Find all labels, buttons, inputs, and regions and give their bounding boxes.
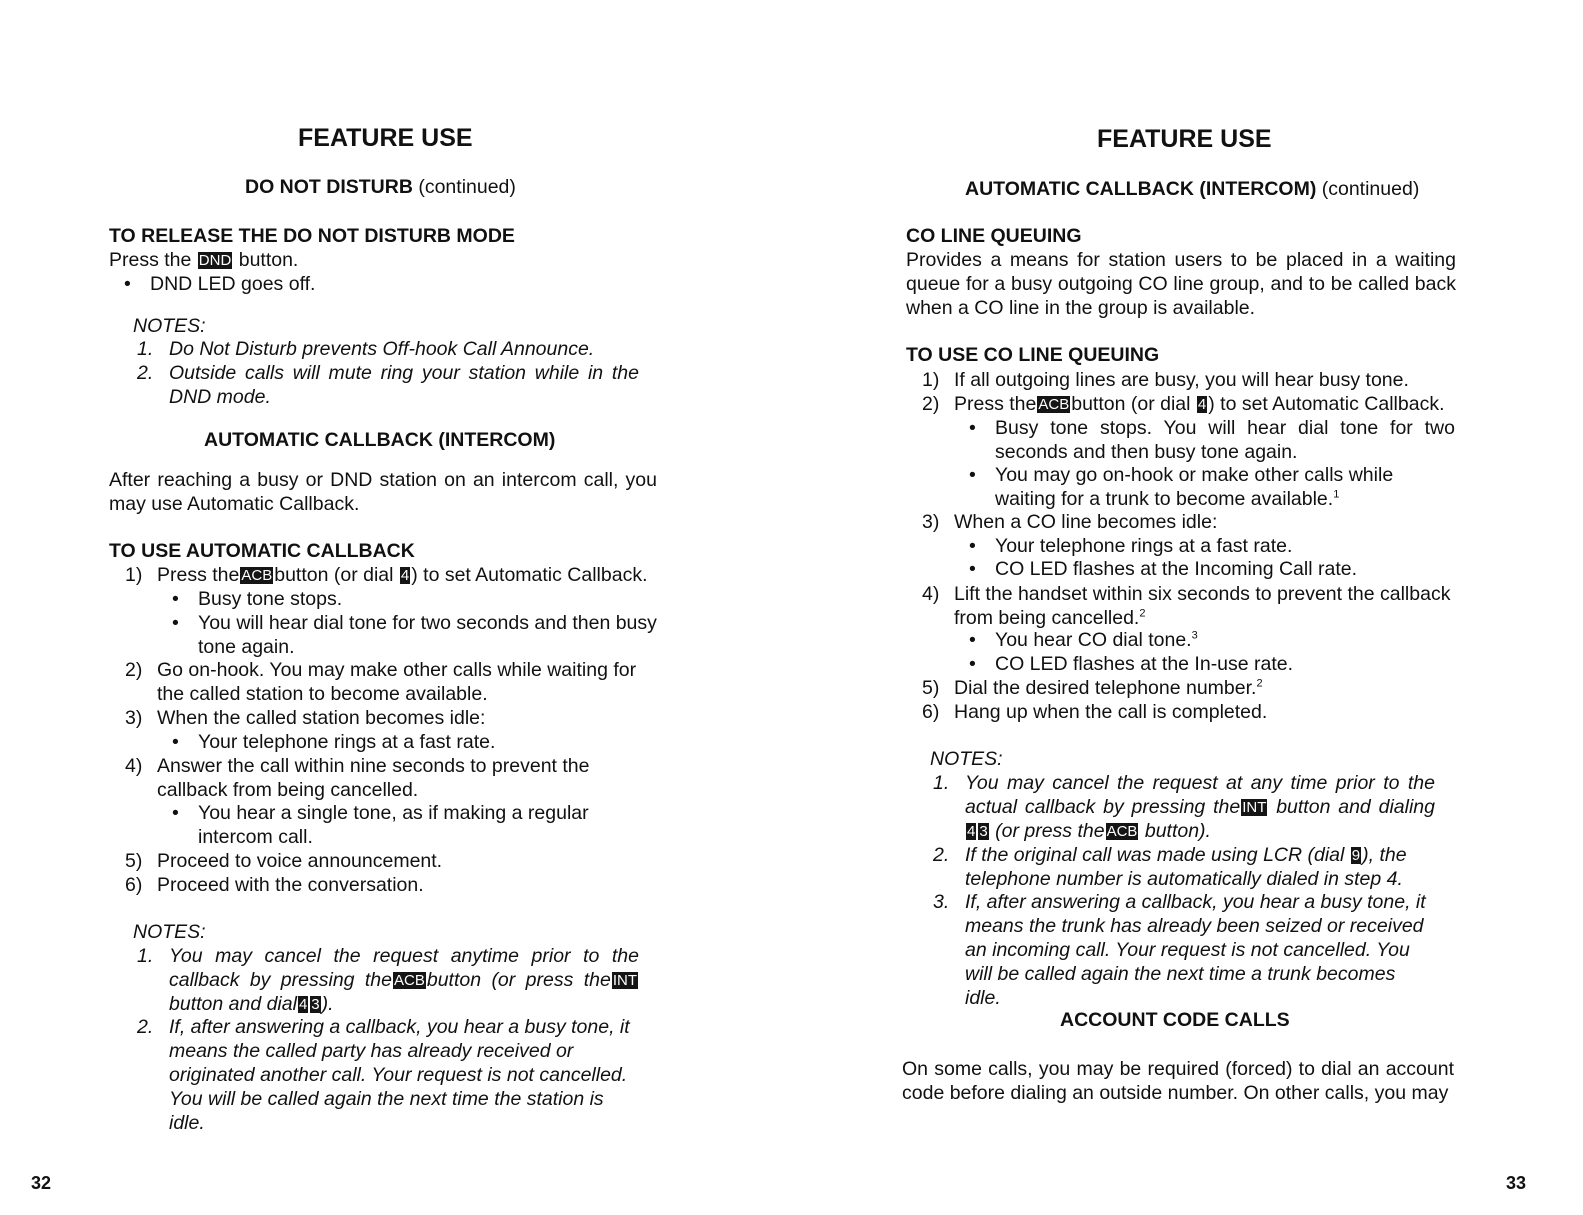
step-text: Dial the desired telephone number. — [954, 677, 1257, 699]
step-number: 5) — [922, 677, 940, 699]
acb-key: ACB — [1106, 823, 1138, 840]
section-heading — [965, 177, 1419, 201]
section-suffix: (continued) — [1321, 178, 1420, 200]
dial-3-key: 3 — [979, 823, 988, 840]
dial-4-key: 4 — [400, 567, 410, 584]
list-item: • DND LED goes off. — [150, 272, 315, 296]
step-number: 4) — [125, 755, 143, 777]
step-item — [125, 706, 486, 730]
footnote-ref: 3 — [1191, 629, 1198, 642]
note-text: If, after answering a callback, you hear a busy tone, it means the trunk has already been seized or received an incoming call. Your request is not cancelled. You will be called again the next time a trunk becomes idle. — [965, 891, 1426, 1009]
release-dnd-heading: TO RELEASE THE DO NOT DISTURB MODE — [109, 225, 515, 247]
step-text: Press the — [157, 564, 240, 586]
account-code-intro: On some calls, you may be required (forced) to dial an account code before dialing an outside number. On other calls, you may — [902, 1058, 1454, 1104]
note-text: ), the telephone number is automatically dialed in step 4. — [965, 844, 1407, 890]
step-item — [922, 582, 1459, 630]
section-title: AUTOMATIC CALLBACK (INTERCOM) — [965, 178, 1317, 200]
step-number: 6) — [125, 874, 143, 896]
note-item — [137, 944, 639, 1016]
step-number: 6) — [922, 701, 940, 723]
note-number: 3. — [933, 891, 950, 913]
use-acb-heading: TO USE AUTOMATIC CALLBACK — [109, 540, 415, 562]
co-queuing-heading: CO LINE QUEUING — [906, 225, 1082, 247]
step-item — [125, 754, 662, 802]
note-number: 1. — [137, 945, 154, 967]
list-item-text: You hear CO dial tone. — [995, 629, 1192, 651]
step-number: 3) — [125, 707, 143, 729]
acb-section-title: AUTOMATIC CALLBACK (INTERCOM) — [204, 429, 556, 451]
note-item — [137, 361, 639, 409]
step-item — [922, 700, 1268, 724]
dial-4-key: 4 — [967, 823, 976, 840]
note-text: button). — [1144, 820, 1211, 842]
list-item: • CO LED flashes at the In-use rate. — [995, 652, 1293, 676]
instruction-text: Press the — [109, 249, 192, 271]
use-co-queuing-heading: TO USE CO LINE QUEUING — [906, 344, 1160, 366]
step-number: 2) — [125, 659, 143, 681]
instruction-text: button. — [238, 249, 299, 271]
note-number: 2. — [933, 844, 950, 866]
step-item — [922, 510, 1218, 534]
dial-9-key: 9 — [1351, 847, 1361, 864]
notes-label: NOTES: — [930, 748, 1003, 770]
list-item: • Busy tone stops. — [198, 587, 342, 611]
note-text: (or press the — [995, 820, 1105, 842]
step-item — [125, 849, 443, 873]
step-text: Proceed to voice announcement. — [157, 850, 443, 872]
step-text: button (or dial — [274, 564, 394, 586]
note-text: If the original call was made using LCR (dial — [965, 844, 1345, 866]
list-item: • Your telephone rings at a fast rate. — [198, 730, 495, 754]
list-item: • CO LED flashes at the Incoming Call rate. — [995, 557, 1357, 581]
note-item — [933, 771, 1435, 843]
step-number: 4) — [922, 583, 940, 605]
account-code-title: ACCOUNT CODE CALLS — [1060, 1009, 1290, 1031]
acb-key: ACB — [394, 972, 425, 989]
note-text: If, after answering a callback, you hear a busy tone, it means the called party has already received or originated another call. Your request is not cancelled. You will be called again the next time the station is idle. — [169, 1016, 630, 1134]
footnote-ref: 1 — [1333, 488, 1340, 501]
step-number: 2) — [922, 393, 940, 415]
dial-4-key: 4 — [1197, 396, 1207, 413]
section-suffix: (continued) — [418, 176, 516, 198]
step-text: When a CO line becomes idle: — [954, 511, 1218, 533]
int-key: INT — [1242, 799, 1267, 816]
list-item: • Your telephone rings at a fast rate. — [995, 534, 1292, 558]
right-page — [792, 0, 1583, 1215]
section-title: DO NOT DISTURB — [245, 176, 413, 198]
step-item — [125, 658, 662, 706]
step-text: If all outgoing lines are busy, you will hear busy tone. — [954, 369, 1409, 391]
list-item: • You will hear dial tone for two seconds and then busy tone again. — [198, 611, 660, 659]
list-item: • You hear a single tone, as if making a regular intercom call. — [198, 801, 660, 849]
step-text: ) to set Automatic Callback. — [411, 564, 648, 586]
note-item — [137, 337, 595, 361]
acb-key: ACB — [241, 567, 273, 584]
note-item — [137, 1015, 639, 1135]
page-title: FEATURE USE — [298, 124, 473, 152]
step-text: button (or dial — [1071, 393, 1191, 415]
notes-label: NOTES: — [133, 921, 206, 943]
note-text: ). — [321, 993, 334, 1015]
note-item — [933, 890, 1435, 1010]
note-text: button and dial — [169, 993, 297, 1015]
page-title: FEATURE USE — [1097, 125, 1272, 153]
list-item-text: You may go on-hook or make other calls while waiting for a trunk to become available. — [995, 464, 1394, 510]
note-text: button (or press the — [426, 969, 611, 991]
step-text: When the called station becomes idle: — [157, 707, 486, 729]
step-item — [922, 368, 1409, 392]
page-number: 32 — [31, 1173, 52, 1193]
footnote-ref: 2 — [1139, 607, 1146, 620]
note-text: Outside calls will mute ring your station while in the DND mode. — [169, 362, 639, 408]
section-heading — [245, 175, 516, 199]
note-number: 2. — [137, 362, 154, 384]
note-number: 1. — [933, 772, 950, 794]
list-item: • Busy tone stops. You will hear dial tone for two seconds and then busy tone again. — [995, 416, 1455, 464]
step-text: Hang up when the call is completed. — [954, 701, 1268, 723]
note-number: 1. — [137, 338, 154, 360]
note-text: You may cancel the request anytime prior to the callback by pressing the — [169, 945, 639, 991]
note-item — [933, 843, 1435, 891]
step-number: 1) — [922, 369, 940, 391]
step-number: 1) — [125, 564, 143, 586]
step-text: Press the — [954, 393, 1037, 415]
step-item — [922, 392, 1445, 416]
co-queuing-intro: Provides a means for station users to be placed in a waiting queue for a busy outgoing CO line group, and to be called back when a CO line in the group is available. — [906, 249, 1456, 319]
step-text: Lift the handset within six seconds to prevent the callback from being cancelled. — [954, 583, 1451, 629]
step-item — [125, 563, 648, 587]
step-item — [922, 676, 1263, 700]
release-dnd-instruction — [109, 248, 298, 272]
page-number: 33 — [1506, 1173, 1527, 1193]
dial-4-key: 4 — [298, 996, 308, 1013]
list-item — [995, 628, 1198, 652]
step-number: 3) — [922, 511, 940, 533]
step-item — [125, 873, 424, 897]
list-item — [995, 463, 1455, 511]
acb-intro: After reaching a busy or DND station on an intercom call, you may use Automatic Callback. — [109, 469, 657, 515]
int-key: INT — [612, 972, 637, 989]
note-text: button and dialing — [1276, 796, 1435, 818]
acb-key: ACB — [1038, 396, 1070, 413]
note-text: You may cancel the request at any time prior to the actual callback by pressing the — [965, 772, 1435, 818]
step-text: Proceed with the conversation. — [157, 874, 424, 896]
note-text: Do Not Disturb prevents Off-hook Call Announce. — [169, 338, 595, 360]
dial-3-key: 3 — [311, 996, 320, 1013]
step-text: Answer the call within nine seconds to prevent the callback from being cancelled. — [157, 755, 590, 801]
step-text: Go on-hook. You may make other calls while waiting for the called station to become available. — [157, 659, 637, 705]
footnote-ref: 2 — [1256, 677, 1263, 690]
step-text: ) to set Automatic Callback. — [1208, 393, 1445, 415]
dnd-key: DND — [198, 252, 232, 269]
left-page — [0, 0, 790, 1215]
notes-label: NOTES: — [133, 315, 206, 337]
note-number: 2. — [137, 1016, 154, 1038]
step-number: 5) — [125, 850, 143, 872]
